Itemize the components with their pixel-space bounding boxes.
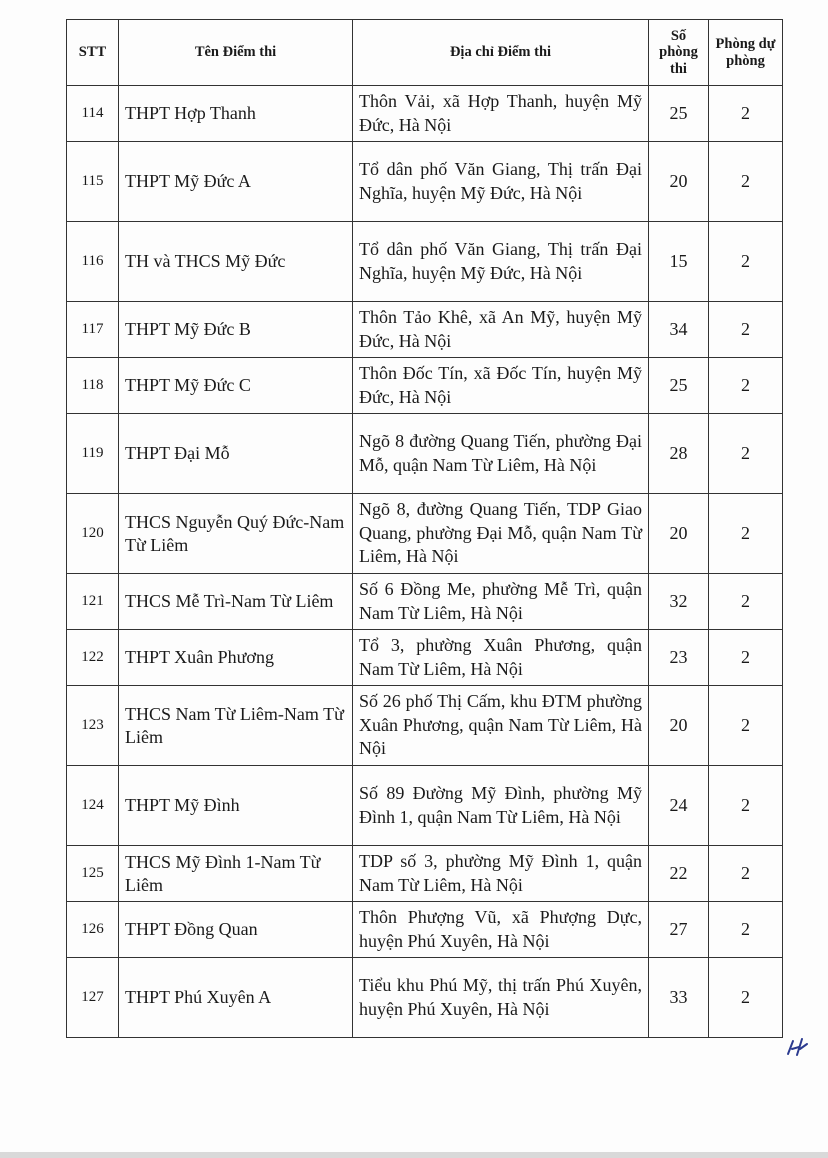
table-row xyxy=(67,302,783,358)
table-row xyxy=(67,766,783,846)
row-number: 119 xyxy=(67,414,119,494)
site-address: Tổ dân phố Văn Giang, Thị trấn Đại Nghĩa, huyện Mỹ Đức, Hà Nội xyxy=(353,142,649,222)
room-count: 34 xyxy=(649,302,709,358)
table-row xyxy=(67,494,783,574)
row-number: 116 xyxy=(67,222,119,302)
site-address: Ngõ 8 đường Quang Tiến, phường Đại Mỗ, quận Nam Từ Liêm, Hà Nội xyxy=(353,414,649,494)
spare-room-count: 2 xyxy=(709,302,783,358)
site-name: TH và THCS Mỹ Đức xyxy=(119,222,353,302)
site-address: Tổ dân phố Văn Giang, Thị trấn Đại Nghĩa, huyện Mỹ Đức, Hà Nội xyxy=(353,222,649,302)
spare-room-count: 2 xyxy=(709,630,783,686)
site-address: TDP số 3, phường Mỹ Đình 1, quận Nam Từ Liêm, Hà Nội xyxy=(353,846,649,902)
site-name: THPT Mỹ Đình xyxy=(119,766,353,846)
room-count: 33 xyxy=(649,958,709,1038)
spare-room-count: 2 xyxy=(709,574,783,630)
site-address: Tổ 3, phường Xuân Phương, quận Nam Từ Liêm, Hà Nội xyxy=(353,630,649,686)
room-count: 25 xyxy=(649,86,709,142)
room-count: 22 xyxy=(649,846,709,902)
site-name: THPT Hợp Thanh xyxy=(119,86,353,142)
room-count: 32 xyxy=(649,574,709,630)
table-header-row xyxy=(67,20,783,86)
table-row xyxy=(67,142,783,222)
row-number: 117 xyxy=(67,302,119,358)
site-address: Thôn Tảo Khê, xã An Mỹ, huyện Mỹ Đức, Hà Nội xyxy=(353,302,649,358)
row-number: 115 xyxy=(67,142,119,222)
table-row xyxy=(67,222,783,302)
header-site-address: Địa chỉ Điểm thi xyxy=(353,20,649,86)
spare-room-count: 2 xyxy=(709,86,783,142)
header-site-name: Tên Điểm thi xyxy=(119,20,353,86)
table-row xyxy=(67,630,783,686)
row-number: 120 xyxy=(67,494,119,574)
table-row xyxy=(67,686,783,766)
room-count: 27 xyxy=(649,902,709,958)
site-address: Tiểu khu Phú Mỹ, thị trấn Phú Xuyên, huyện Phú Xuyên, Hà Nội xyxy=(353,958,649,1038)
row-number: 124 xyxy=(67,766,119,846)
site-name: THPT Mỹ Đức C xyxy=(119,358,353,414)
header-room-count: Số phòng thi xyxy=(649,20,709,86)
header-spare-rooms: Phòng dự phòng xyxy=(709,20,783,86)
spare-room-count: 2 xyxy=(709,766,783,846)
spare-room-count: 2 xyxy=(709,958,783,1038)
site-name: THCS Nam Từ Liêm-Nam Từ Liêm xyxy=(119,686,353,766)
site-name: THPT Phú Xuyên A xyxy=(119,958,353,1038)
row-number: 126 xyxy=(67,902,119,958)
site-name: THPT Mỹ Đức B xyxy=(119,302,353,358)
site-address: Thôn Vải, xã Hợp Thanh, huyện Mỹ Đức, Hà Nội xyxy=(353,86,649,142)
site-name: THPT Mỹ Đức A xyxy=(119,142,353,222)
site-address: Thôn Đốc Tín, xã Đốc Tín, huyện Mỹ Đức, Hà Nội xyxy=(353,358,649,414)
room-count: 15 xyxy=(649,222,709,302)
table-row xyxy=(67,574,783,630)
table-row xyxy=(67,846,783,902)
exam-site-table xyxy=(66,19,783,1038)
spare-room-count: 2 xyxy=(709,846,783,902)
room-count: 28 xyxy=(649,414,709,494)
site-name: THCS Nguyễn Quý Đức-Nam Từ Liêm xyxy=(119,494,353,574)
row-number: 123 xyxy=(67,686,119,766)
spare-room-count: 2 xyxy=(709,686,783,766)
spare-room-count: 2 xyxy=(709,142,783,222)
spare-room-count: 2 xyxy=(709,358,783,414)
row-number: 127 xyxy=(67,958,119,1038)
table-row xyxy=(67,902,783,958)
row-number: 114 xyxy=(67,86,119,142)
room-count: 20 xyxy=(649,686,709,766)
site-address: Ngõ 8, đường Quang Tiến, TDP Giao Quang, phường Đại Mỗ, quận Nam Từ Liêm, Hà Nội xyxy=(353,494,649,574)
site-address: Số 89 Đường Mỹ Đình, phường Mỹ Đình 1, quận Nam Từ Liêm, Hà Nội xyxy=(353,766,649,846)
room-count: 24 xyxy=(649,766,709,846)
row-number: 118 xyxy=(67,358,119,414)
handwritten-initials xyxy=(785,1035,809,1057)
table-row xyxy=(67,958,783,1038)
site-name: THCS Mỹ Đình 1-Nam Từ Liêm xyxy=(119,846,353,902)
header-stt: STT xyxy=(67,20,119,86)
spare-room-count: 2 xyxy=(709,222,783,302)
site-address: Số 26 phố Thị Cấm, khu ĐTM phường Xuân Phương, quận Nam Từ Liêm, Hà Nội xyxy=(353,686,649,766)
room-count: 20 xyxy=(649,142,709,222)
spare-room-count: 2 xyxy=(709,494,783,574)
site-name: THPT Đồng Quan xyxy=(119,902,353,958)
row-number: 122 xyxy=(67,630,119,686)
site-name: THPT Đại Mỗ xyxy=(119,414,353,494)
site-address: Thôn Phượng Vũ, xã Phượng Dực, huyện Phú Xuyên, Hà Nội xyxy=(353,902,649,958)
table-row xyxy=(67,358,783,414)
spare-room-count: 2 xyxy=(709,414,783,494)
spare-room-count: 2 xyxy=(709,902,783,958)
room-count: 20 xyxy=(649,494,709,574)
site-name: THCS Mễ Trì-Nam Từ Liêm xyxy=(119,574,353,630)
room-count: 23 xyxy=(649,630,709,686)
row-number: 125 xyxy=(67,846,119,902)
site-address: Số 6 Đồng Me, phường Mễ Trì, quận Nam Từ Liêm, Hà Nội xyxy=(353,574,649,630)
site-name: THPT Xuân Phương xyxy=(119,630,353,686)
table-row xyxy=(67,86,783,142)
table-row xyxy=(67,414,783,494)
bottom-edge-strip xyxy=(0,1152,828,1158)
row-number: 121 xyxy=(67,574,119,630)
room-count: 25 xyxy=(649,358,709,414)
